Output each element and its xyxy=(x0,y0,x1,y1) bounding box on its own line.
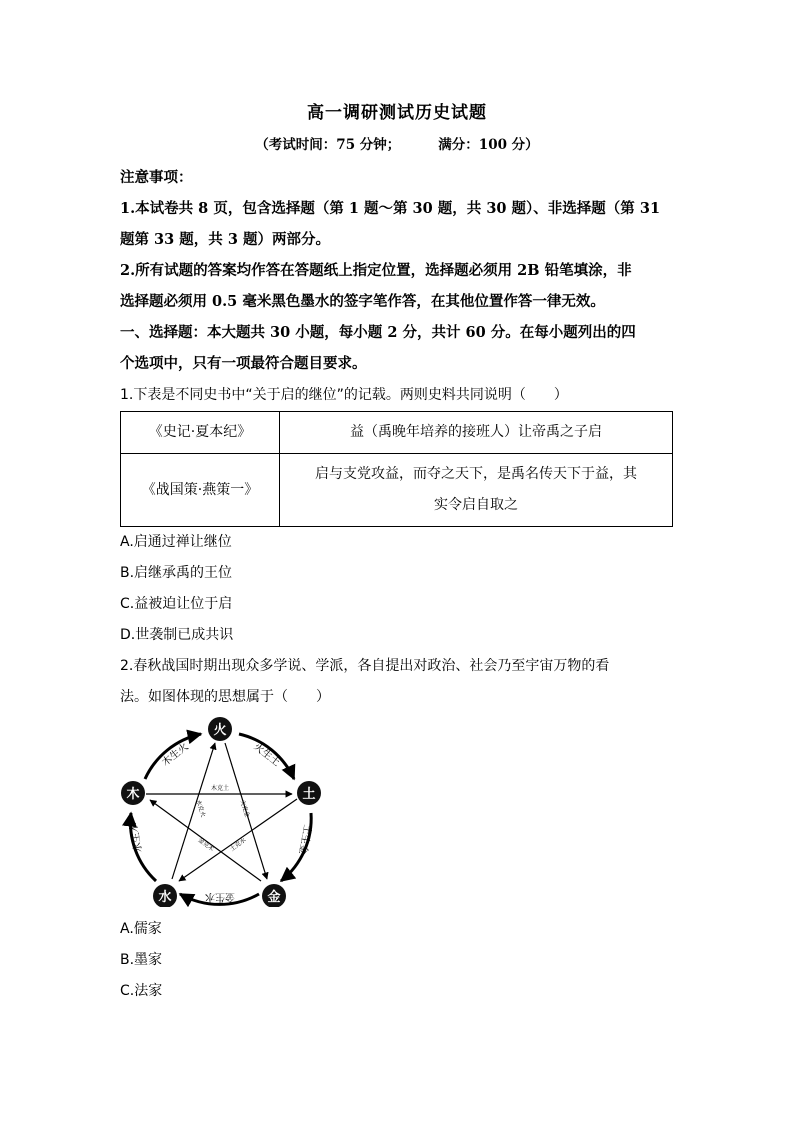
label-fire-earth: 火生土 xyxy=(251,741,282,769)
element-earth xyxy=(297,781,321,805)
note-item-1-line-1: 1.本试卷共 8 页，包含选择题（第 1 题～第 30 题，共 30 题）、非选择题（第 31 xyxy=(120,200,661,217)
cell-text-line: 启与支党攻益，而夺之天下，是禹名传天下于益，其 xyxy=(315,466,637,482)
element-label: 金 xyxy=(267,890,281,905)
generating-cycle xyxy=(130,734,311,904)
label-metal-wood: 金克木 xyxy=(196,836,216,853)
exam-time: （考试时间：75 分钟； xyxy=(255,137,401,153)
element-label: 火 xyxy=(213,723,227,738)
label-earth-metal: 土生金 xyxy=(296,823,313,856)
label-fire-metal: 火克金 xyxy=(238,798,251,819)
label-water-wood: 水生木 xyxy=(128,821,145,854)
exam-info xyxy=(0,133,794,153)
table-cell-source: 《战国策·燕策一》 xyxy=(121,454,280,527)
element-wood xyxy=(121,781,145,805)
table-row xyxy=(121,454,673,527)
question-2-stem-line-2: 法。如图体现的思想属于（ ） xyxy=(120,689,330,705)
question-1-stem: 1.下表是不同史书中“关于启的继位”的记载。两则史料共同说明（ ） xyxy=(120,387,568,403)
table-cell-source: 《史记·夏本纪》 xyxy=(121,412,280,454)
question-1-option-d: D.世袭制已成共识 xyxy=(120,627,234,643)
element-water xyxy=(153,884,177,907)
label-metal-water: 金生水 xyxy=(205,891,235,902)
full-score: 满分：100 分） xyxy=(438,137,539,153)
note-item-1-line-2: 题第 33 题，共 3 题）两部分。 xyxy=(120,231,330,248)
label-water-fire: 水克火 xyxy=(194,798,207,819)
question-1-option-a: A.启通过禅让继位 xyxy=(120,534,232,550)
line-water-fire xyxy=(172,743,215,879)
label-wood-earth: 木克土 xyxy=(210,785,230,792)
section-1-instructions-line-2: 个选项中，只有一项最符合题目要求。 xyxy=(120,355,367,372)
table-cell-text xyxy=(280,412,673,454)
question-2-option-a: A.儒家 xyxy=(120,921,162,937)
question-2-stem-line-1: 2.春秋战国时期出现众多学说、学派，各自提出对政治、社会乃至宇宙万物的看 xyxy=(120,658,610,674)
section-1-instructions-line-1: 一、选择题：本大题共 30 小题，每小题 2 分，共计 60 分。在每小题列出的四 xyxy=(120,324,636,341)
table-row xyxy=(121,412,673,454)
five-elements-diagram xyxy=(119,713,325,907)
question-1-option-b: B.启继承禹的王位 xyxy=(120,565,233,581)
element-fire xyxy=(208,717,232,741)
element-metal xyxy=(262,884,286,907)
label-wood-fire: 木生火 xyxy=(160,741,191,769)
source-table xyxy=(120,411,673,527)
note-item-2-line-2: 选择题必须用 0.5 毫米黑色墨水的签字笔作答，在其他位置作答一律无效。 xyxy=(120,293,605,310)
table-cell-text xyxy=(280,454,673,527)
notes-heading: 注意事项： xyxy=(120,169,193,186)
element-label: 土 xyxy=(302,787,316,802)
element-label: 水 xyxy=(158,890,172,905)
cell-text-line: 益（禹晚年培养的接班人）让帝禹之子启 xyxy=(350,424,602,440)
element-label: 木 xyxy=(126,787,140,802)
page-title: 高一调研测试历史试题 xyxy=(307,103,487,123)
question-2-option-b: B.墨家 xyxy=(120,952,163,968)
cell-text-line: 实令启自取之 xyxy=(434,497,518,513)
label-earth-water: 土克水 xyxy=(228,836,248,853)
note-item-2-line-1: 2.所有试题的答案均作答在答题纸上指定位置，选择题必须用 2B 铅笔填涂，非 xyxy=(120,262,632,279)
question-2-option-c: C.法家 xyxy=(120,983,163,999)
question-1-option-c: C.益被迫让位于启 xyxy=(120,596,233,612)
